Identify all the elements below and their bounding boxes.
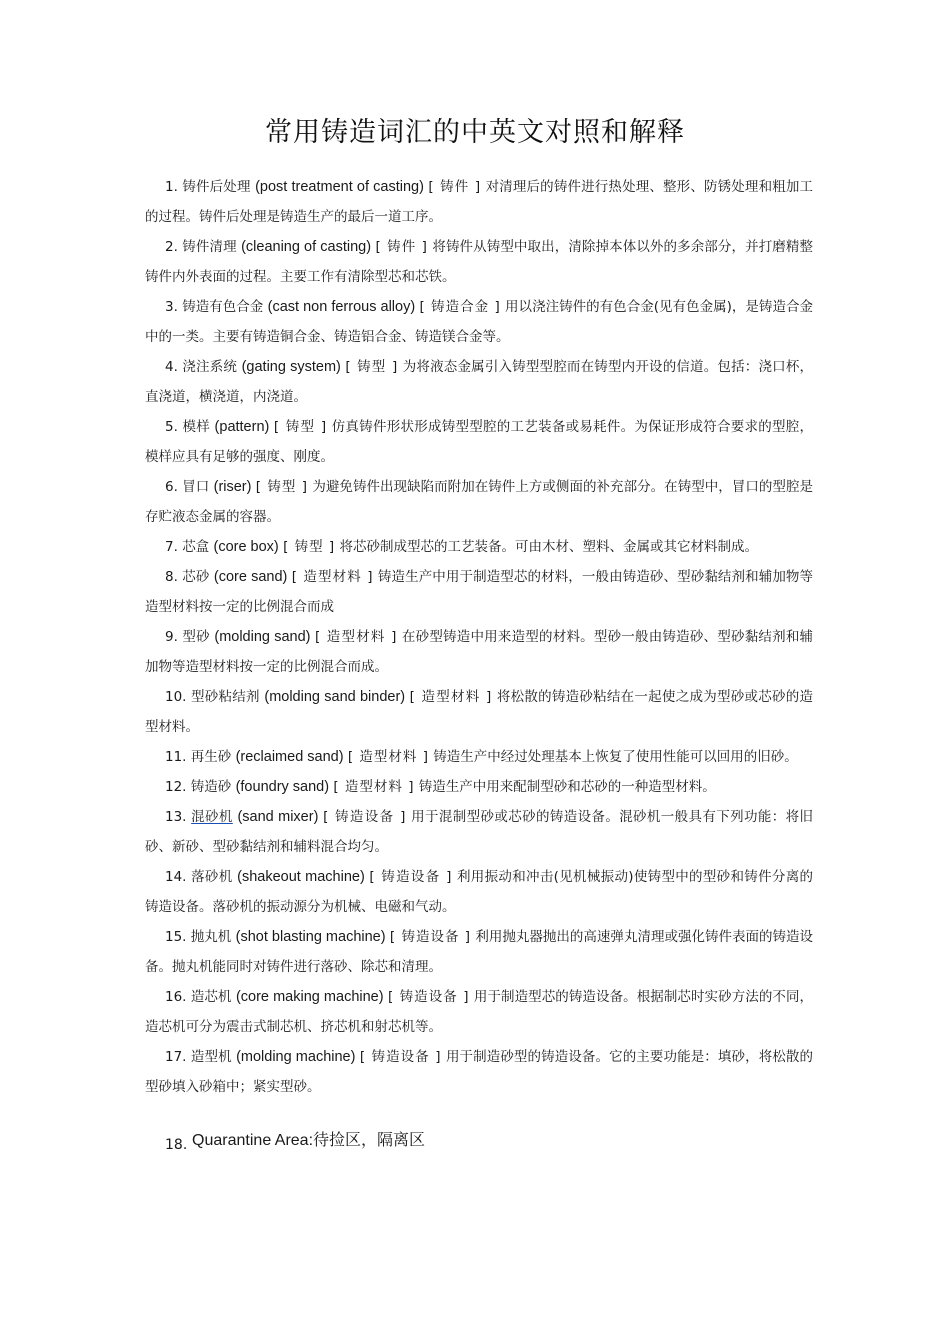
entry-number: 9. bbox=[165, 629, 178, 645]
glossary-entry bbox=[145, 352, 813, 412]
entry-number: 10. bbox=[165, 689, 187, 705]
entry-category: [ 铸造设备 ] bbox=[359, 1049, 442, 1065]
entry-chinese-term: 再生砂 bbox=[190, 749, 232, 765]
entry-description: 在砂型铸造中用来造型的材料。型砂一般由铸造砂、型砂黏结剂和辅加物等造型材料按一定的比例混合而成。 bbox=[145, 629, 814, 675]
entry-number: 12. bbox=[165, 779, 187, 795]
entry-chinese-term: 型砂 bbox=[182, 629, 210, 645]
document-title: 常用铸造词汇的中英文对照和解释 bbox=[265, 117, 685, 148]
entry-english-term: (foundry sand) bbox=[235, 779, 330, 795]
entry-category: [ 造型材料 ] bbox=[315, 629, 398, 645]
entry-description: 将松散的铸造砂粘结在一起使之成为型砂或芯砂的造型材料。 bbox=[145, 689, 813, 735]
entry-description: 用以浇注铸件的有色合金(见有色金属)，是铸造合金中的一类。主要有铸造铜合金、铸造铝合金、铸造镁合金等。 bbox=[145, 299, 813, 345]
entry-chinese-term: 模样 bbox=[182, 419, 210, 435]
entry-chinese-term: 抛丸机 bbox=[190, 929, 232, 945]
entry-category: [ 铸造合金 ] bbox=[419, 299, 501, 315]
entry-number: 15. bbox=[165, 929, 187, 945]
entry-category: [ 铸件 ] bbox=[428, 179, 482, 195]
entry-number: 5. bbox=[165, 419, 178, 435]
entry-category: [ 造型材料 ] bbox=[333, 779, 415, 795]
glossary-entry-18 bbox=[165, 1128, 425, 1153]
entry-number: 14. bbox=[165, 869, 187, 885]
entry-number: 13. bbox=[165, 809, 187, 825]
entry-category: [ 铸造设备 ] bbox=[323, 809, 407, 825]
entry-description: 将芯砂制成型芯的工艺装备。可由木材、塑料、金属或其它材料制成。 bbox=[339, 539, 758, 555]
entry-description: 铸造生产中用于制造型芯的材料，一般由铸造砂、型砂黏结剂和辅加物等造型材料按一定的比例混合而成 bbox=[145, 569, 814, 615]
entry-chinese-term: 铸造有色合金 bbox=[182, 299, 264, 315]
glossary-entry bbox=[145, 1042, 813, 1102]
glossary-entry bbox=[145, 682, 813, 742]
entry-category: [ 铸型 ] bbox=[273, 419, 328, 435]
entry-english-term: (molding machine) bbox=[236, 1049, 356, 1065]
entry-category: [ 铸造设备 ] bbox=[389, 929, 472, 945]
glossary-entry bbox=[145, 802, 813, 862]
entry-chinese-term: 落砂机 bbox=[191, 869, 233, 885]
entry-english-term: (core making machine) bbox=[235, 989, 384, 1005]
entry-english-term: (gating system) bbox=[241, 359, 341, 375]
entry-description: 利用抛丸器抛出的高速弹丸清理或强化铸件表面的铸造设备。抛丸机能同时对铸件进行落砂、除芯和清理。 bbox=[145, 929, 814, 975]
entry-description: 为将液态金属引入铸型型腔而在铸型内开设的信道。包括：浇口杯，直浇道，横浇道，内浇道。 bbox=[145, 359, 814, 405]
glossary-entry bbox=[145, 292, 813, 352]
glossary-entry bbox=[145, 412, 813, 472]
entry-chinese-term: 铸件后处理 bbox=[182, 179, 251, 195]
entry-english-term: (shakeout machine) bbox=[237, 869, 365, 885]
entry-number: 11. bbox=[165, 749, 187, 765]
glossary-entry bbox=[145, 562, 813, 622]
entry-english-term: (sand mixer) bbox=[237, 809, 319, 825]
entry-number: 18. bbox=[165, 1137, 188, 1153]
entry-number: 16. bbox=[165, 989, 187, 1005]
entry-description: 铸造生产中用来配制型砂和芯砂的一种造型材料。 bbox=[418, 779, 716, 795]
entry-english-term: (cast non ferrous alloy) bbox=[267, 299, 416, 315]
glossary-entry bbox=[145, 922, 813, 982]
entry-english-term: (molding sand binder) bbox=[264, 689, 406, 705]
entry-term-link[interactable]: 混砂机 bbox=[191, 809, 233, 825]
entry-category: [ 铸造设备 ] bbox=[387, 989, 470, 1005]
entry-description: 用于制造型芯的铸造设备。根据制芯时实砂方法的不同，造芯机可分为震击式制芯机、挤芯机和射芯机等。 bbox=[145, 989, 814, 1035]
entry-description: 铸造生产中经过处理基本上恢复了使用性能可以回用的旧砂。 bbox=[433, 749, 798, 765]
glossary-entry bbox=[145, 532, 813, 562]
entry-chinese-term: 造型机 bbox=[190, 1049, 232, 1065]
glossary-entry bbox=[145, 622, 813, 682]
entry-category: [ 造型材料 ] bbox=[347, 749, 429, 765]
glossary-entry bbox=[145, 472, 813, 532]
entry-chinese-term: 冒口 bbox=[182, 479, 210, 495]
entry-number: 7. bbox=[165, 539, 178, 555]
entry-description: 仿真铸件形状形成铸型型腔的工艺装备或易耗件。为保证形成符合要求的型腔，模样应具有足够的强度、刚度。 bbox=[145, 419, 814, 465]
entry-description: 为避免铸件出现缺陷而附加在铸件上方或侧面的补充部分。在铸型中，冒口的型腔是存贮液态金属的容器。 bbox=[145, 479, 813, 525]
entry-description: 用于制造砂型的铸造设备。它的主要功能是：填砂，将松散的型砂填入砂箱中；紧实型砂。 bbox=[145, 1049, 813, 1095]
entry-category: [ 造型材料 ] bbox=[291, 569, 374, 585]
glossary-entry bbox=[145, 172, 813, 232]
entry-number: 17. bbox=[165, 1049, 187, 1065]
entry-english-term: (core sand) bbox=[213, 569, 288, 585]
entry-english-term: (pattern) bbox=[214, 419, 270, 435]
entry-number: 2. bbox=[165, 239, 178, 255]
entry-number: 6. bbox=[165, 479, 178, 495]
entry-description: 利用振动和冲击(见机械振动)使铸型中的型砂和铸件分离的铸造设备。落砂机的振动源分为机械、电磁和气动。 bbox=[145, 869, 814, 915]
entry-category: [ 铸件 ] bbox=[375, 239, 428, 255]
entry-english-term: Quarantine Area: bbox=[192, 1132, 314, 1149]
entry-number: 4. bbox=[165, 359, 178, 375]
entry-category: [ 铸型 ] bbox=[283, 539, 336, 555]
entry-english-term: (reclaimed sand) bbox=[235, 749, 344, 765]
glossary-entry bbox=[145, 742, 813, 772]
entry-chinese-term: 芯盒 bbox=[182, 539, 210, 555]
entry-english-term: (riser) bbox=[213, 479, 252, 495]
entry-description: 对清理后的铸件进行热处理、整形、防锈处理和粗加工的过程。铸件后处理是铸造生产的最后一道工序。 bbox=[145, 179, 814, 225]
entry-chinese-term: 铸件清理 bbox=[182, 239, 237, 255]
glossary-entry bbox=[145, 232, 813, 292]
entry-category: [ 铸型 ] bbox=[255, 479, 309, 495]
entry-english-term: (post treatment of casting) bbox=[255, 179, 424, 195]
entry-chinese-term: 造芯机 bbox=[190, 989, 232, 1005]
entry-chinese-term: 浇注系统 bbox=[182, 359, 238, 375]
entry-description: 用于混制型砂或芯砂的铸造设备。混砂机一般具有下列功能：将旧砂、新砂、型砂黏结剂和辅料混合均匀。 bbox=[145, 809, 814, 855]
entry-chinese-term: 待捡区，隔离区 bbox=[313, 1130, 426, 1149]
glossary-entry bbox=[145, 862, 813, 922]
glossary-entry bbox=[145, 982, 813, 1042]
entry-english-term: (core box) bbox=[213, 539, 279, 555]
entry-description: 将铸件从铸型中取出，清除掉本体以外的多余部分，并打磨精整铸件内外表面的过程。主要工作有清除型芯和芯铁。 bbox=[145, 239, 813, 285]
entry-english-term: (cleaning of casting) bbox=[241, 239, 372, 255]
entry-chinese-term: 铸造砂 bbox=[190, 779, 232, 795]
entry-english-term: (shot blasting machine) bbox=[235, 929, 386, 945]
entry-english-term: (molding sand) bbox=[214, 629, 311, 645]
entry-number: 1. bbox=[165, 179, 178, 195]
entry-category: [ 铸造设备 ] bbox=[369, 869, 453, 885]
entry-number: 8. bbox=[165, 569, 178, 585]
glossary-list bbox=[145, 172, 813, 1102]
entry-chinese-term: 型砂粘结剂 bbox=[191, 689, 260, 705]
entry-chinese-term: 芯砂 bbox=[182, 569, 210, 585]
entry-number: 3. bbox=[165, 299, 178, 315]
glossary-entry bbox=[145, 772, 813, 802]
entry-category: [ 铸型 ] bbox=[345, 359, 399, 375]
entry-category: [ 造型材料 ] bbox=[409, 689, 493, 705]
